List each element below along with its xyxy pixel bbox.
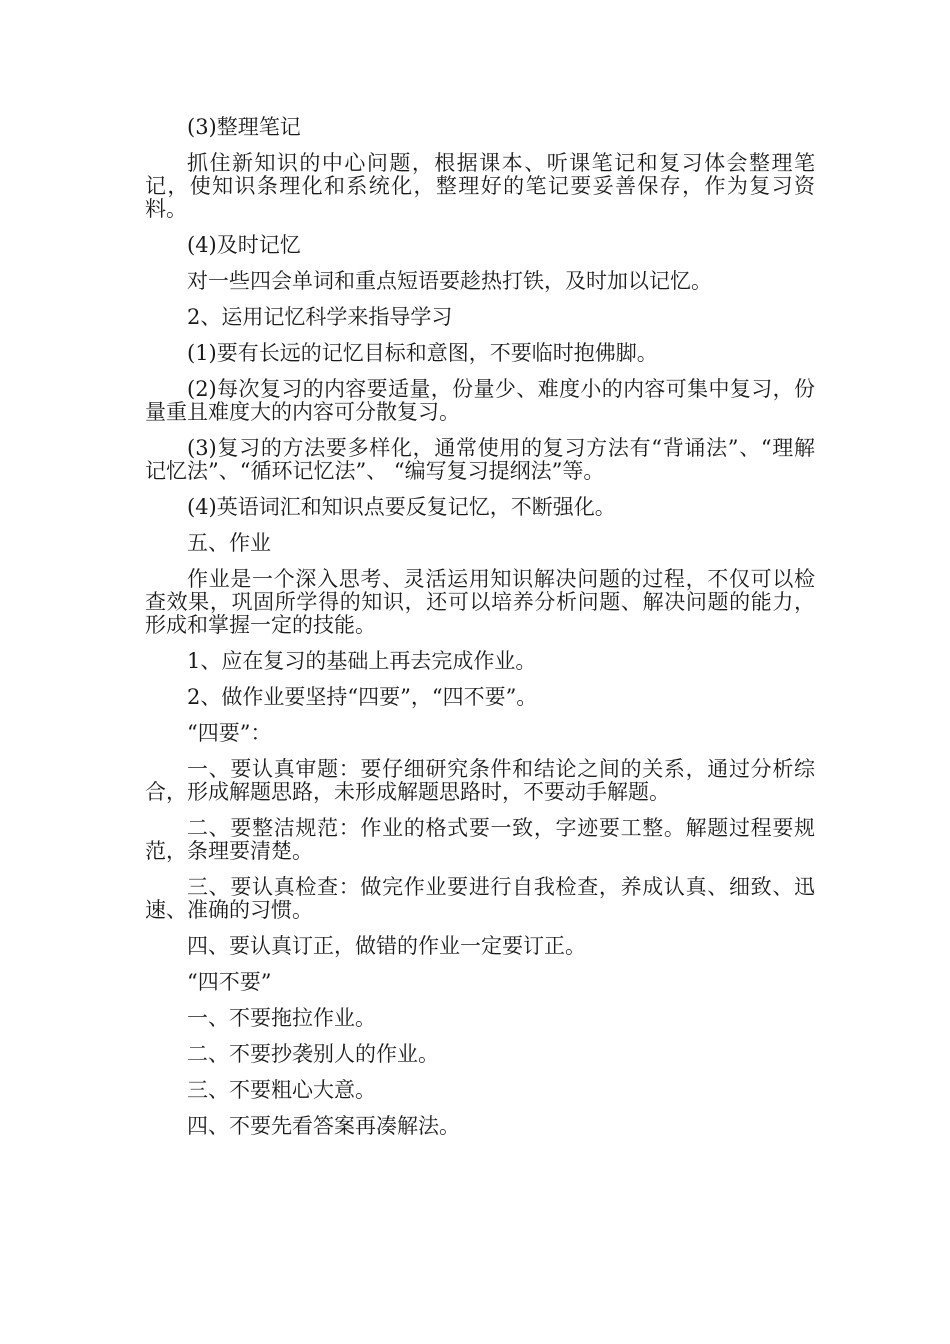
list-item-homework-2: 2、做作业要坚持“四要”，“四不要”。 [187,685,538,709]
paragraph-timely-memory: 对一些四会单词和重点短语要趁热打铁，及时加以记忆。 [187,269,712,293]
list-item-dont-4: 四、不要先看答案再凑解法。 [187,1114,460,1138]
list-item-do-2: 二、要整洁规范：作业的格式要一致，字迹要工整。解题过程要规范，条理要清楚。 [145,816,815,863]
list-item-do-1: 一、要认真审题：要仔细研究条件和结论之间的关系，通过分析综合，形成解题思路，未形成解题思路时，不要动手解题。 [145,757,815,804]
heading-timely-memory: (4)及时记忆 [187,233,301,257]
list-item-memory-3: (3)复习的方法要多样化，通常使用的复习方法有“背诵法”、“理解记忆法”、“循环记忆法”、 “编写复习提纲法”等。 [145,436,815,483]
list-item-do-3: 三、要认真检查：做完作业要进行自我检查，养成认真、细致、迅速、准确的习惯。 [145,875,815,922]
list-item-memory-2: (2)每次复习的内容要适量，份量少、难度小的内容可集中复习，份量重且难度大的内容可分散复习。 [145,377,815,424]
heading-four-donts: “四不要” [187,970,272,994]
heading-organize-notes: (3)整理笔记 [187,115,301,139]
paragraph-organize-notes: 抓住新知识的中心问题，根据课本、听课笔记和复习体会整理笔记，使知识条理化和系统化，整理好的笔记要妥善保存，作为复习资料。 [145,151,815,221]
list-item-dont-1: 一、不要拖拉作业。 [187,1006,376,1030]
list-item-homework-1: 1、应在复习的基础上再去完成作业。 [187,649,537,673]
paragraph-homework-intro: 作业是一个深入思考、灵活运用知识解决问题的过程，不仅可以检查效果，巩固所学得的知识，还可以培养分析问题、解决问题的能力，形成和掌握一定的技能。 [145,567,815,637]
list-item-do-4: 四、要认真订正，做错的作业一定要订正。 [187,934,586,958]
document-body [145,116,815,1151]
list-item-dont-2: 二、不要抄袭别人的作业。 [187,1042,439,1066]
heading-four-dos: “四要”： [187,721,272,745]
list-item-memory-1: (1)要有长远的记忆目标和意图，不要临时抱佛脚。 [187,341,658,365]
list-item-memory-4: (4)英语词汇和知识点要反复记忆，不断强化。 [187,495,616,519]
section-title-homework: 五、作业 [187,531,271,555]
heading-memory-science: 2、运用记忆科学来指导学习 [187,305,453,329]
list-item-dont-3: 三、不要粗心大意。 [187,1078,376,1102]
